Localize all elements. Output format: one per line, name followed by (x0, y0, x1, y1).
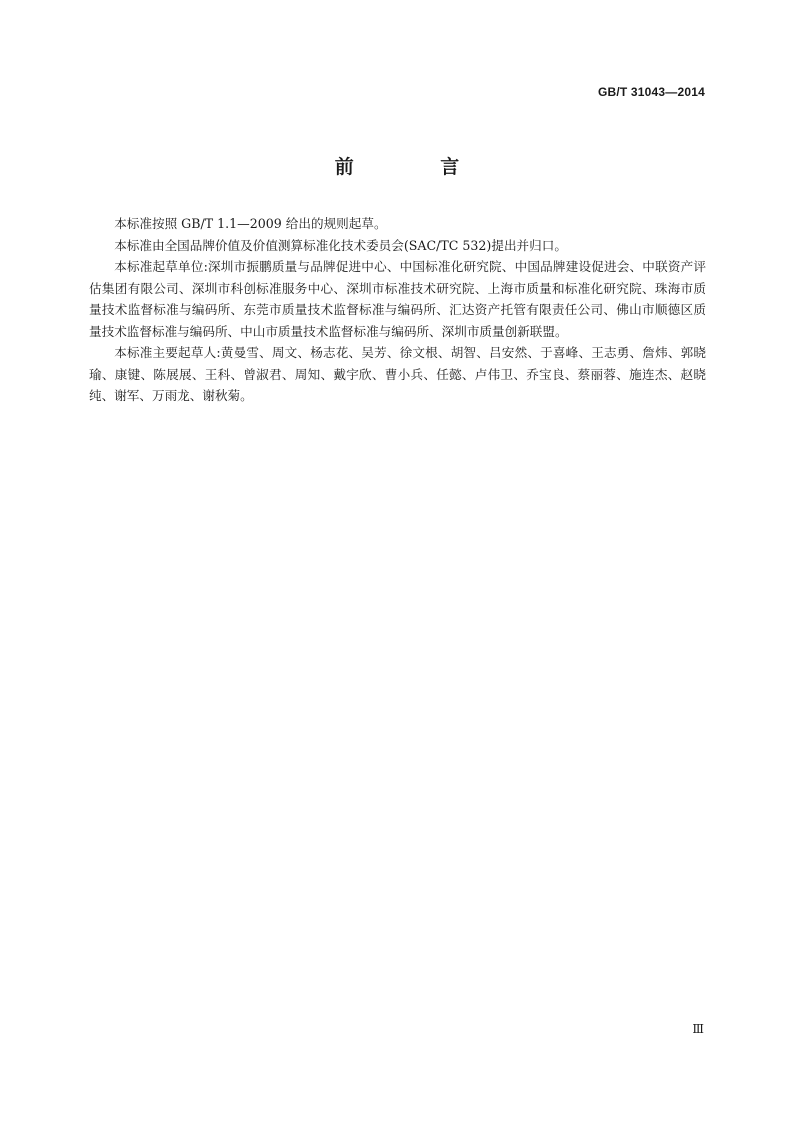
page-number: Ⅲ (692, 1022, 704, 1036)
paragraph-proposer: 本标准由全国品牌价值及价值测算标准化技术委员会(SAC/TC 532)提出并归口。 (114, 237, 567, 253)
paragraph-drafting-rules: 本标准按照 GB/T 1.1—2009 给出的规则起草。 (114, 216, 387, 231)
standard-code: GB/T 31043—2014 (597, 85, 705, 99)
paragraph-drafters: 本标准主要起草人:黄曼雪、周文、杨志花、吴芳、徐文根、胡智、吕安然、于喜峰、王志勇、詹炜、郭晓瑜、康键、陈展展、王科、曾淑君、周知、戴宇欣、曹小兵、任懿、卢伟卫、乔宝良、蔡丽蓉、施连杰、赵晓纯、谢军、万雨龙、谢秋菊。 (89, 345, 706, 403)
paragraph-drafting-units: 本标准起草单位:深圳市振鹏质量与品牌促进中心、中国标准化研究院、中国品牌建设促进会、中联资产评估集团有限公司、深圳市科创标准服务中心、深圳市标准技术研究院、上海市质量和标准化研究院、珠海市质量技术监督标准与编码所、东莞市质量技术监督标准与编码所、汇达资产托管有限责任公司、佛山市顺德区质量技术监督标准与编码所、中山市质量技术监督标准与编码所、深圳市质量创新联盟。 (89, 259, 706, 339)
page-title: 前 言 (334, 156, 500, 178)
foreword-body (89, 213, 706, 407)
